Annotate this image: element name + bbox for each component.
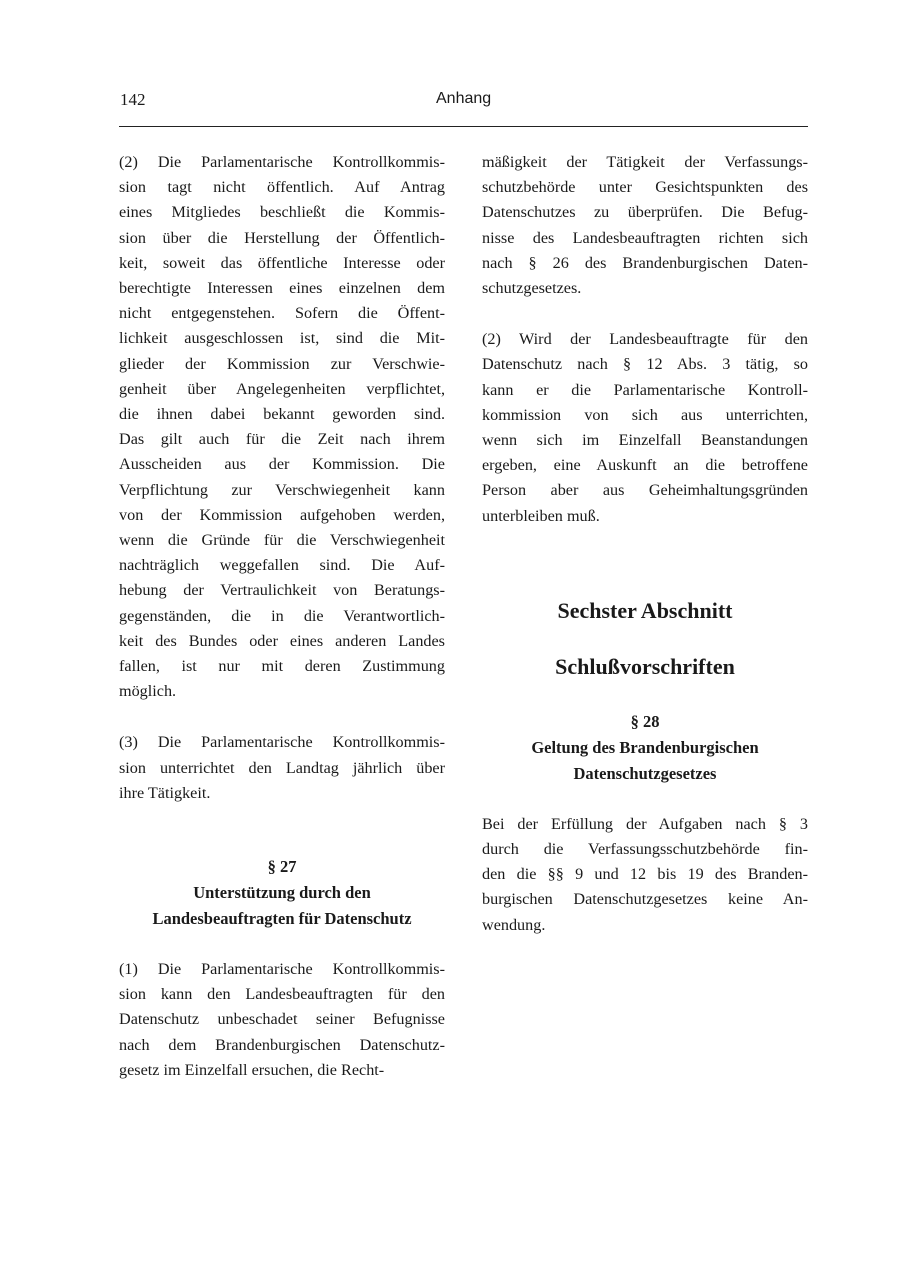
- paragraph-continuation: [482, 150, 808, 301]
- paragraph-27-2: [119, 150, 445, 704]
- text-line: Bei der Erfüllung der Aufgaben nach § 3: [482, 814, 808, 833]
- text-line: schutzgesetzes.: [482, 279, 582, 298]
- text-line: (2) Die Parlamentarische Kontrollkommis-: [119, 153, 445, 171]
- running-title: Anhang: [436, 90, 492, 107]
- text-line: glieder der Kommission zur Verschwie-: [119, 354, 445, 373]
- text-line: durch die Verfassungsschutzbehörde fin-: [482, 840, 808, 859]
- text-line: burgischen Datenschutzgesetzes keine An-: [482, 890, 808, 909]
- paragraph-28: [482, 812, 808, 938]
- right-column: [482, 150, 808, 938]
- text-line: die ihnen dabei bekannt geworden sind.: [119, 405, 445, 424]
- header-rule: [119, 126, 808, 127]
- text-line: schutzbehörde unter Gesichtspunkten des: [482, 178, 808, 197]
- text-line: mäßigkeit der Tätigkeit der Verfassungs-: [482, 153, 808, 171]
- text-line: sion tagt nicht öffentlich. Auf Antrag: [119, 178, 445, 197]
- text-line: Verpflichtung zur Verschwiegenheit kann: [119, 480, 445, 499]
- text-line: den die §§ 9 und 12 bis 19 des Branden-: [482, 865, 808, 884]
- text-line: von der Kommission aufgehoben werden,: [119, 505, 445, 524]
- text-line: Ausscheiden aus der Kommission. Die: [119, 455, 445, 474]
- left-column: [119, 150, 445, 1083]
- text-line: ergeben, eine Auskunft an die betroffene: [482, 456, 808, 475]
- text-line: Das gilt auch für die Zeit nach ihrem: [119, 430, 445, 449]
- section-28-title-line2: Datenschutzgesetzes: [573, 763, 717, 783]
- section-27-title-line1: Unterstützung durch den: [193, 883, 371, 903]
- text-line: gegenständen, die in die Verantwortlich-: [119, 606, 445, 625]
- paragraph-27-1: [119, 957, 445, 1083]
- text-line: Person aber aus Geheimhaltungsgründen: [482, 481, 808, 500]
- text-line: sion kann den Landesbeauftragten für den: [119, 985, 445, 1004]
- text-line: Datenschutz nach § 12 Abs. 3 tätig, so: [482, 355, 808, 374]
- text-line: genheit über Angelegenheiten verpflichtet,: [119, 379, 445, 398]
- text-line: kommission von sich aus unterrichten,: [482, 405, 808, 424]
- text-line: berechtigte Interessen eines einzelnen dem: [119, 279, 445, 298]
- text-line: keit des Bundes oder eines anderen Landes: [119, 631, 445, 650]
- part-heading: Sechster Abschnitt: [557, 597, 733, 623]
- text-line: wenn die Gründe für die Verschwiegenheit: [119, 531, 445, 550]
- text-line: nicht entgegenstehen. Sofern die Öffent-: [119, 304, 445, 323]
- text-line: nisse des Landesbeauftragten richten sich: [482, 228, 808, 247]
- text-line: sion unterrichtet den Landtag jährlich über: [119, 758, 445, 777]
- text-line: wenn sich im Einzelfall Beanstandungen: [482, 431, 808, 450]
- text-line: nachträglich weggefallen sind. Die Auf-: [119, 556, 445, 575]
- text-line: eines Mitgliedes beschließt die Kommis-: [119, 203, 445, 222]
- section-27-number: § 27: [267, 857, 297, 877]
- text-line: keit, soweit das öffentliche Interesse oder: [119, 253, 445, 272]
- section-27-title-line2: Landesbeauftragten für Datenschutz: [152, 909, 412, 929]
- text-line: kann er die Parlamentarische Kontroll-: [482, 380, 808, 399]
- paragraph-27-3: [119, 730, 445, 806]
- text-line: Datenschutz unbeschadet seiner Befugnisse: [119, 1010, 445, 1029]
- text-line: ihre Tätigkeit.: [119, 783, 211, 802]
- section-28-number: § 28: [630, 711, 660, 731]
- text-line: sion über die Herstellung der Öffentlich-: [119, 228, 445, 247]
- text-line: (3) Die Parlamentarische Kontrollkommis-: [119, 733, 445, 752]
- text-line: (1) Die Parlamentarische Kontrollkommis-: [119, 960, 445, 979]
- page-number: 142: [120, 90, 146, 109]
- text-line: Datenschutzes zu überprüfen. Die Befug-: [482, 203, 808, 222]
- text-line: lichkeit ausgeschlossen ist, sind die Mit-: [119, 329, 445, 348]
- text-line: unterbleiben muß.: [482, 506, 600, 525]
- paragraph-2: [482, 327, 808, 529]
- text-line: nach dem Brandenburgischen Datenschutz-: [119, 1035, 445, 1054]
- text-line: hebung der Vertraulichkeit von Beratungs-: [119, 581, 445, 600]
- text-line: nach § 26 des Brandenburgischen Daten-: [482, 253, 808, 272]
- section-28-title-line1: Geltung des Brandenburgischen: [531, 737, 759, 757]
- text-line: möglich.: [119, 682, 177, 701]
- text-line: gesetz im Einzelfall ersuchen, die Recht-: [119, 1060, 385, 1079]
- text-line: (2) Wird der Landesbeauftragte für den: [482, 330, 808, 349]
- text-line: fallen, ist nur mit deren Zustimmung: [119, 657, 445, 676]
- text-line: wendung.: [482, 915, 546, 934]
- part-subheading: Schlußvorschriften: [555, 653, 735, 679]
